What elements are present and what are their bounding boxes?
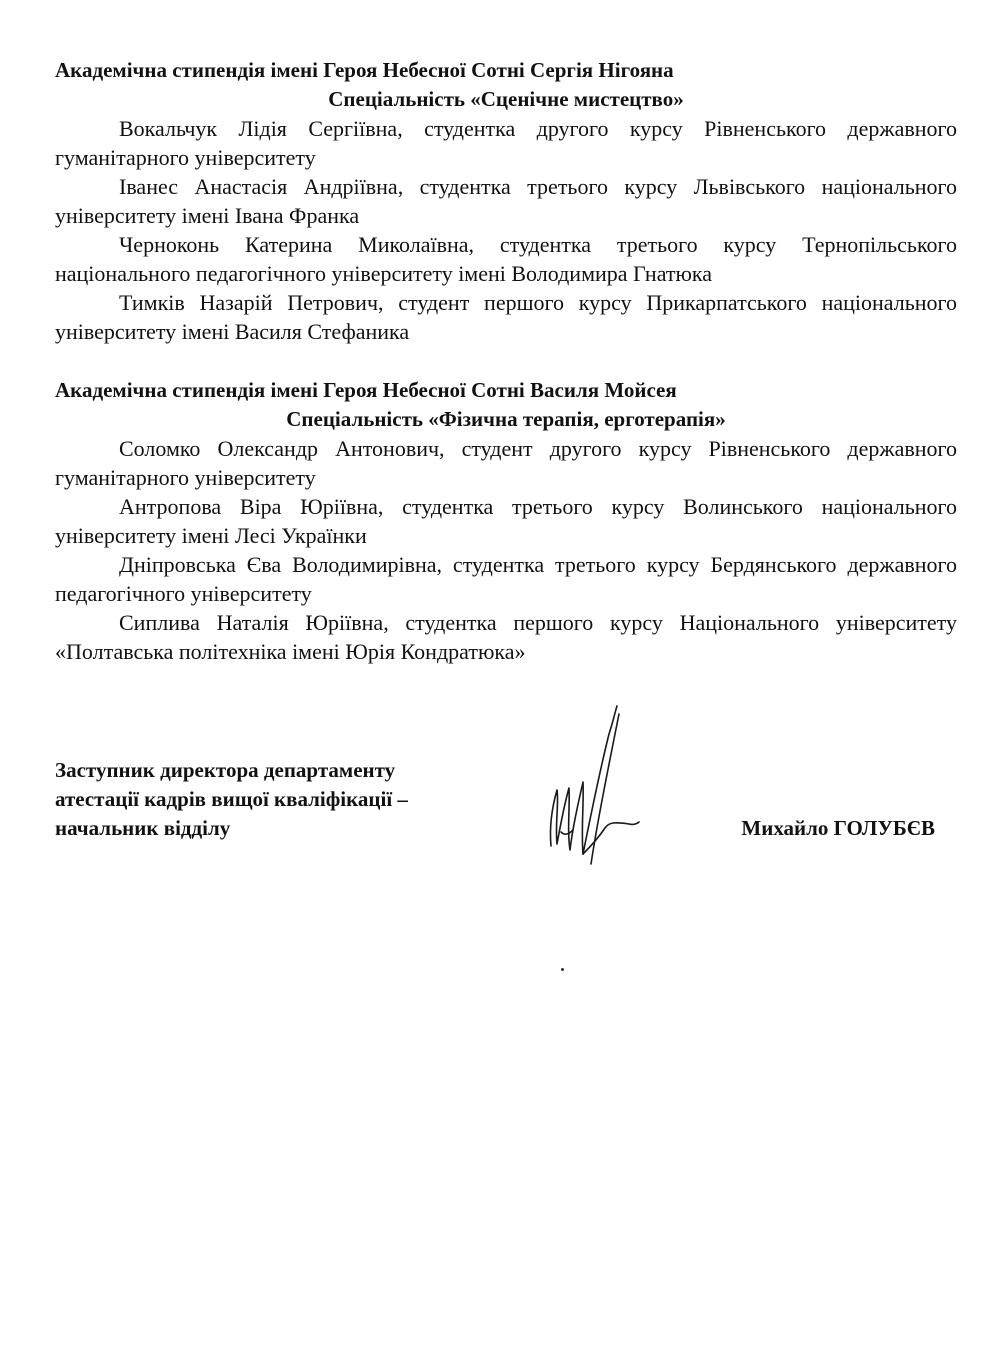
list-item: Черноконь Катерина Миколаївна, студентка третього курсу Тернопільського національного педагогічного університету імені Володимира Гнатюка (55, 232, 957, 286)
signer-name: Михайло ГОЛУБЄВ (741, 816, 935, 840)
list-item: Іванес Анастасія Андріївна, студентка третього курсу Львівського національного університету імені Івана Франка (55, 174, 957, 228)
section-specialty: Спеціальність «Фізична терапія, ерготерапія» (286, 407, 726, 431)
list-item: Соломко Олександр Антонович, студент другого курсу Рівненського державного гуманітарного університету (55, 436, 957, 490)
scholarship-section-moisei (55, 376, 957, 666)
section-specialty: Спеціальність «Сценічне мистецтво» (328, 87, 684, 111)
section-title: Академічна стипендія імені Героя Небесної Сотні Сергія Нігояна (55, 58, 674, 82)
document-body (55, 56, 957, 696)
signer-position-line: атестації кадрів вищої кваліфікації – (55, 787, 408, 811)
list-item: Антропова Віра Юріївна, студентка третього курсу Волинського національного університету імені Лесі Українки (55, 494, 957, 548)
signer-position-line: начальник відділу (55, 816, 231, 840)
handwritten-signature (543, 704, 653, 874)
signature-block (55, 756, 957, 896)
scholarship-section-nihoyan (55, 56, 957, 346)
list-item: Сиплива Наталія Юріївна, студентка першого курсу Національного університету «Полтавська політехніка імені Юрія Кондратюка» (55, 610, 957, 664)
list-item: Дніпровська Єва Володимирівна, студентка третього курсу Бердянського державного педагогічного університету (55, 552, 957, 606)
signer-position (55, 756, 408, 843)
section-title: Академічна стипендія імені Героя Небесної Сотні Василя Мойсея (55, 378, 677, 402)
list-item: Вокальчук Лідія Сергіївна, студентка другого курсу Рівненського державного гуманітарного університету (55, 116, 957, 170)
signer-position-line: Заступник директора департаменту (55, 758, 396, 782)
scan-speck (561, 968, 564, 971)
list-item: Тимків Назарій Петрович, студент першого курсу Прикарпатського національного університету імені Василя Стефаника (55, 290, 957, 344)
